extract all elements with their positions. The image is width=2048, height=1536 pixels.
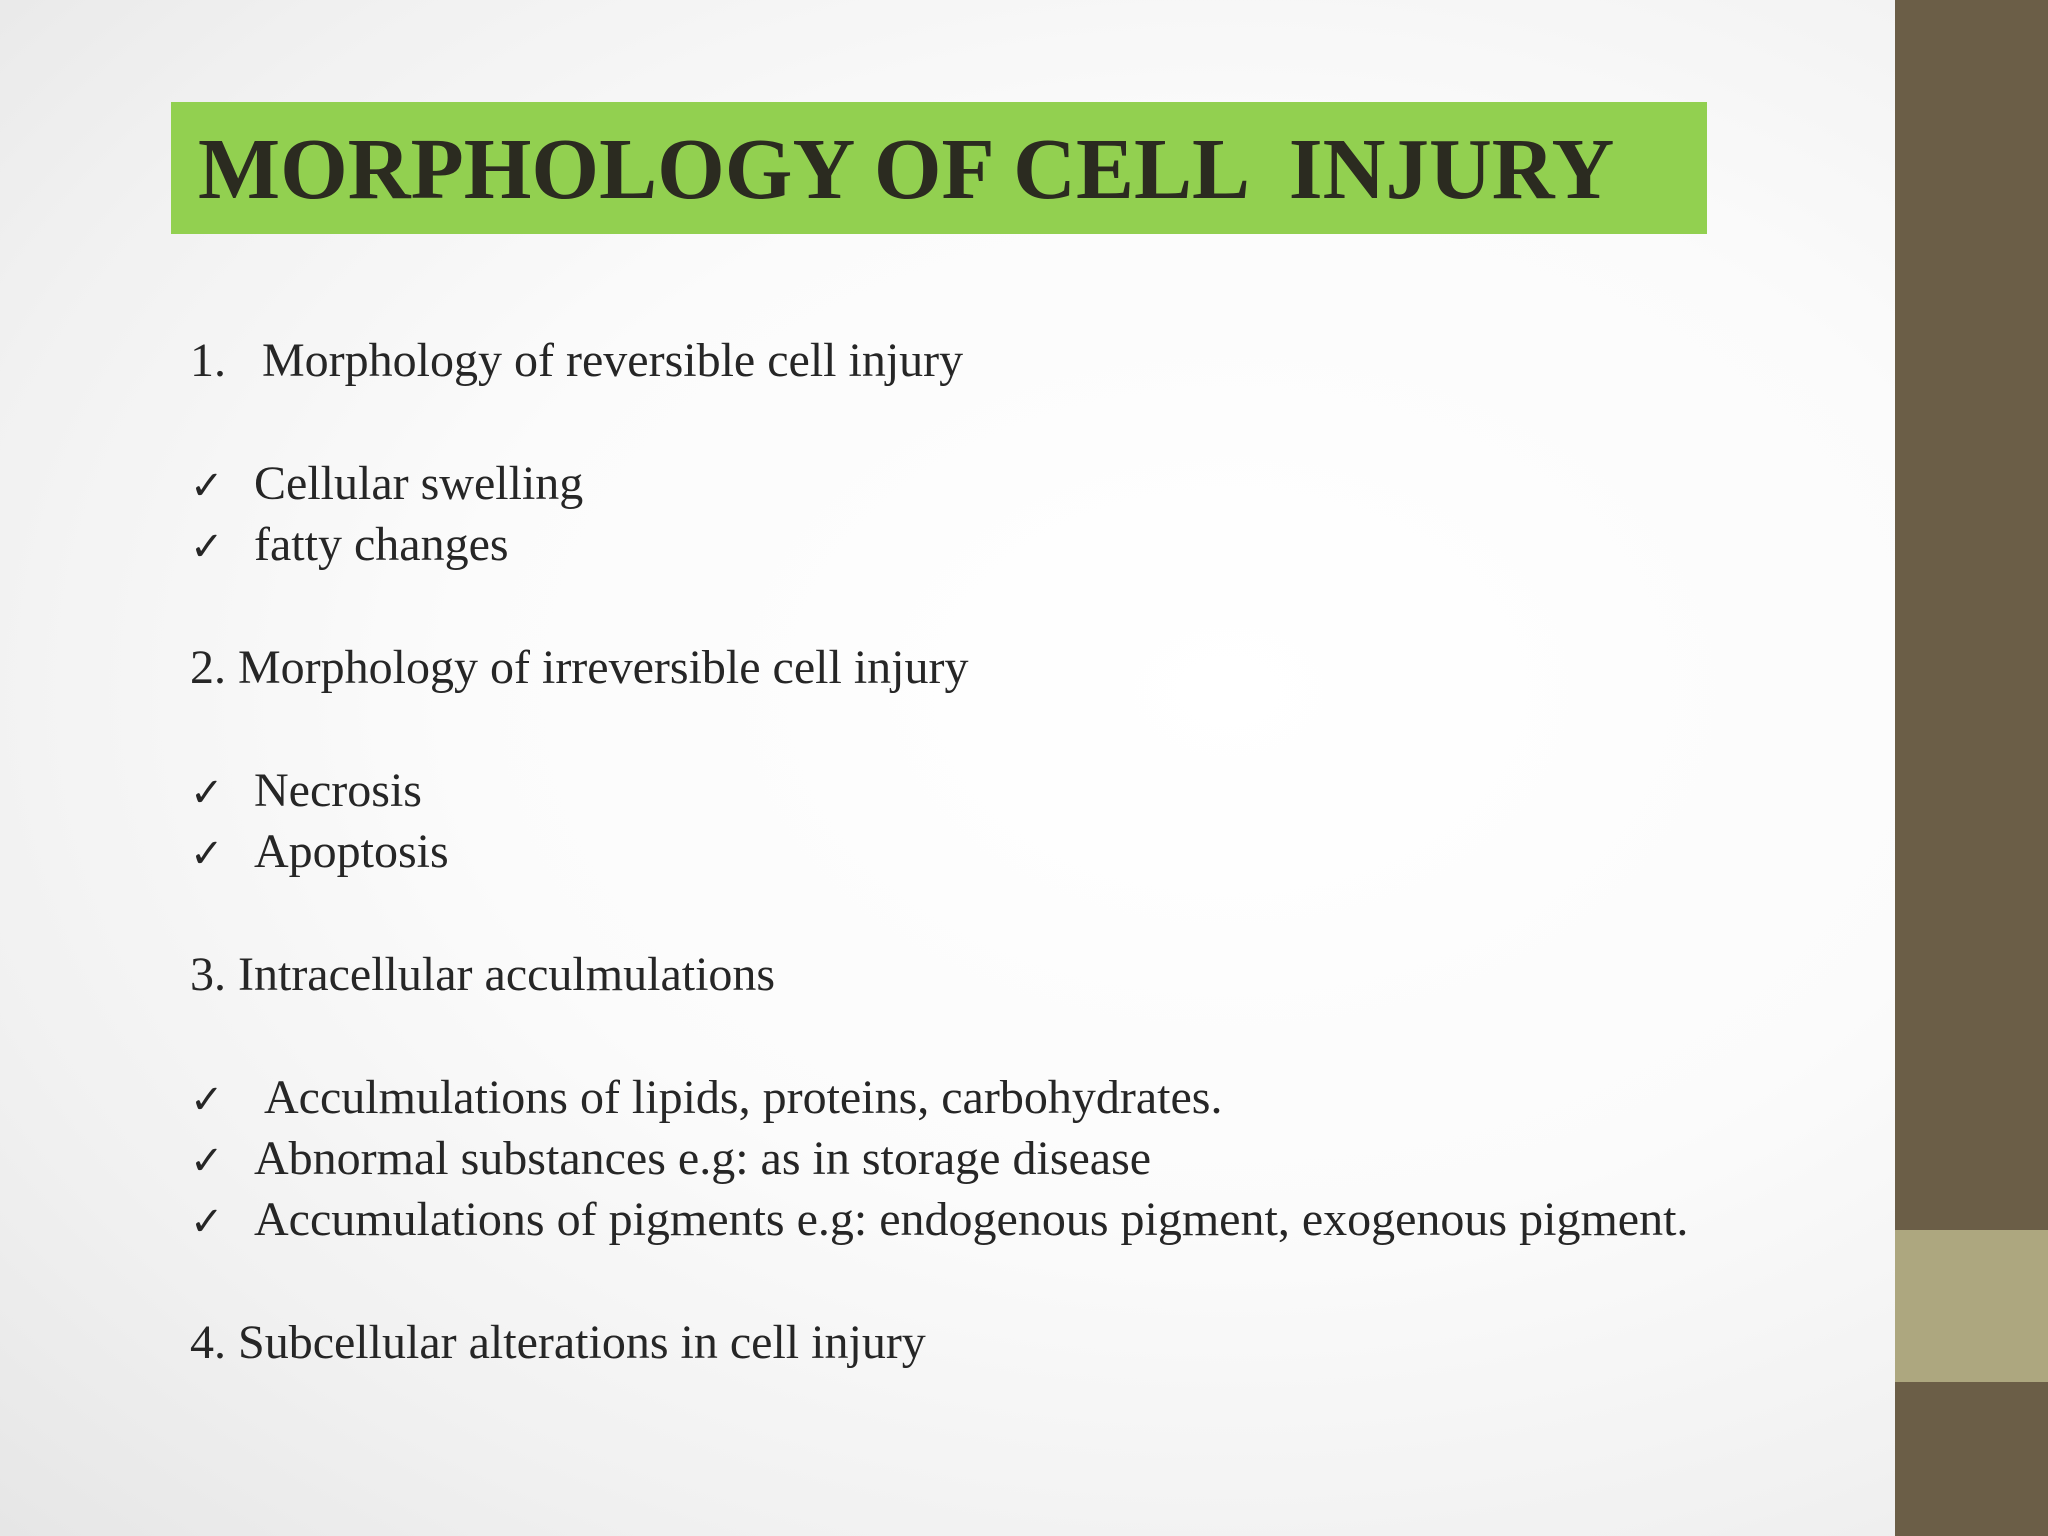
list-item (190, 514, 1870, 575)
list-item-text: Accumulations of pigments e.g: endogenous pigment, exogenous pigment. (254, 1193, 1689, 1246)
list-item-text: Necrosis (254, 764, 422, 817)
check-mark-icon: ✓ (190, 463, 224, 509)
check-mark-icon: ✓ (190, 831, 224, 877)
section-heading-2: 2. Morphology of irreversible cell injury (190, 641, 969, 694)
slide-body (190, 330, 1870, 1373)
section-heading-1: 1. Morphology of reversible cell injury (190, 334, 964, 387)
list-item (190, 821, 1870, 882)
side-decor-accent (1895, 1230, 2048, 1382)
list-item-text: Cellular swelling (254, 457, 584, 510)
list-item-text: fatty changes (254, 518, 509, 571)
list-item (190, 760, 1870, 821)
list-item-text: Abnormal substances e.g: as in storage disease (254, 1132, 1152, 1185)
check-mark-icon: ✓ (190, 770, 224, 816)
slide-title: MORPHOLOGY OF CELL INJURY (198, 119, 1615, 217)
list-item (190, 1128, 1870, 1189)
list-item (190, 1189, 1870, 1250)
check-mark-icon: ✓ (190, 1077, 224, 1123)
list-item-text: Apoptosis (254, 825, 449, 878)
section-heading-4: 4. Subcellular alterations in cell injury (190, 1316, 926, 1369)
check-mark-icon: ✓ (190, 1138, 224, 1184)
list-item-text: Acculmulations of lipids, proteins, carbohydrates. (264, 1071, 1223, 1124)
section-heading-3: 3. Intracellular acculmulations (190, 948, 776, 1001)
title-banner (171, 102, 1707, 234)
check-mark-icon: ✓ (190, 524, 224, 570)
list-item (190, 453, 1870, 514)
check-mark-icon: ✓ (190, 1199, 224, 1245)
list-item (190, 1067, 1870, 1128)
